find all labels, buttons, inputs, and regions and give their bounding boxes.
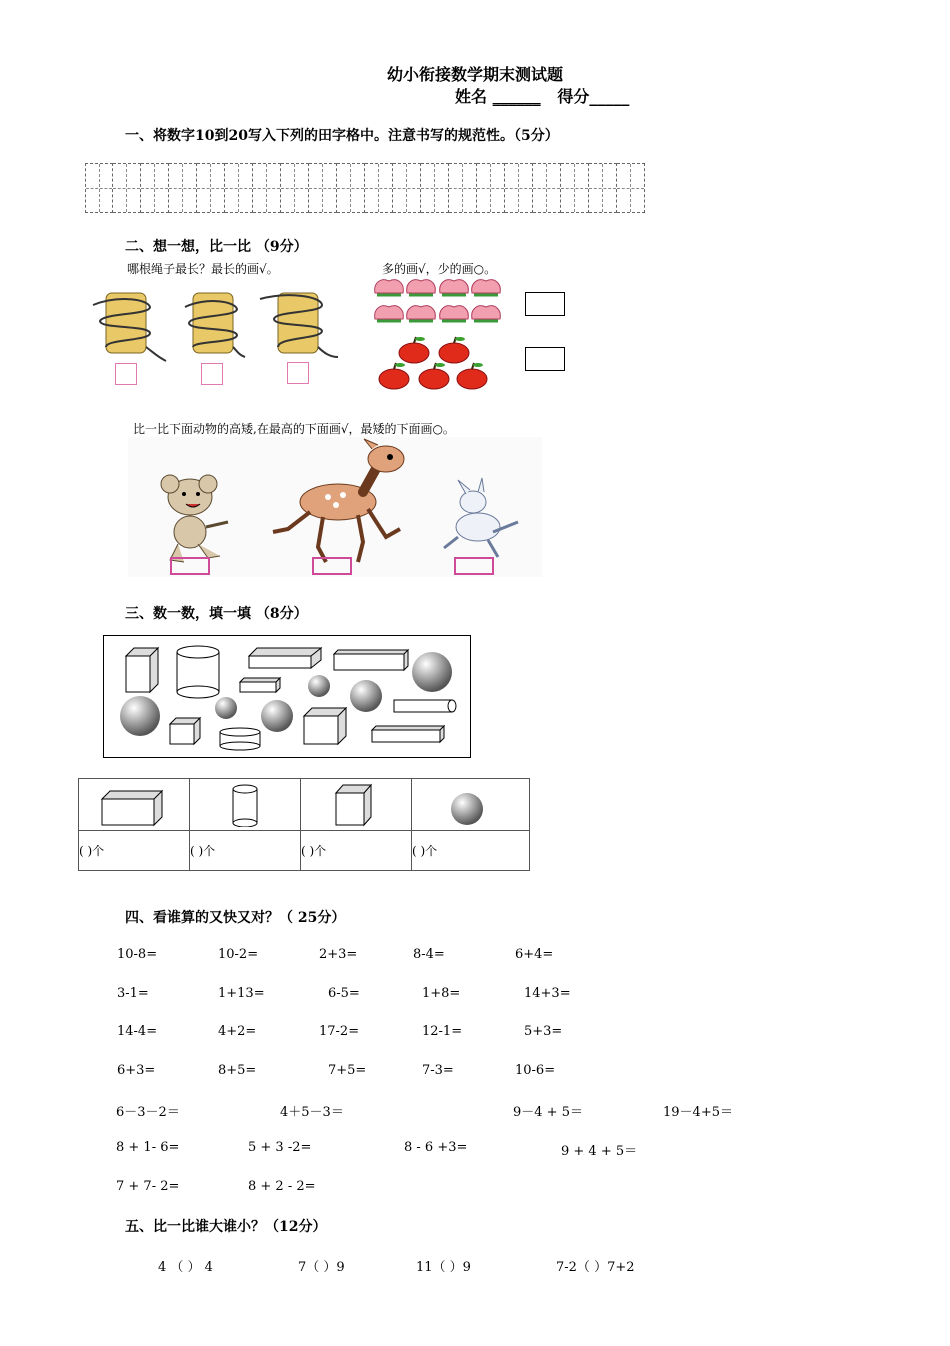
name-score-row: 姓名 ______ 得分_____ — [455, 87, 630, 106]
calc-item: 7-3= — [422, 1063, 454, 1078]
section1-title: 一、将数字10到20写入下列的田字格中。注意书写的规范性。（5分） — [125, 128, 559, 144]
tianzi-cell[interactable] — [225, 163, 253, 213]
tianzi-cell[interactable] — [197, 163, 225, 213]
tianzi-cell[interactable] — [309, 163, 337, 213]
calc-item: 17-2= — [319, 1024, 360, 1039]
page-title: 幼小衔接数学期末测试题 — [386, 65, 563, 84]
calc-item: 8 + 1- 6= — [116, 1140, 180, 1155]
animals-image — [128, 437, 542, 577]
peach-icon — [407, 280, 436, 295]
peach-icon — [472, 306, 501, 321]
calc-item: 4＋5－3＝ — [280, 1105, 344, 1120]
sphere-icon — [412, 779, 529, 827]
calc-item: 9－4 + 5＝ — [513, 1105, 583, 1120]
small-cuboid — [240, 678, 280, 692]
peach-icon — [440, 306, 469, 321]
peach-icon — [375, 280, 404, 295]
calc-item: 8+5= — [218, 1063, 257, 1078]
sphere-header-cell — [412, 779, 530, 831]
calc-item: 10-6= — [515, 1063, 556, 1078]
thin-cylinder — [394, 700, 456, 712]
cylinder-header-cell — [190, 779, 301, 831]
tianzi-cell[interactable] — [113, 163, 141, 213]
peach-icon — [472, 280, 501, 295]
compare-item: 11（ ）9 — [416, 1260, 471, 1275]
calc-item: 1+13= — [218, 986, 265, 1001]
cuboid-icon — [79, 779, 189, 827]
tianzi-cell[interactable] — [337, 163, 365, 213]
calc-item: 10-8= — [117, 947, 158, 962]
tianzi-cell[interactable] — [281, 163, 309, 213]
apple-icon — [399, 337, 429, 363]
spool-2 — [185, 293, 245, 357]
calc-item: 3-1= — [117, 986, 149, 1001]
calc-item: 10-2= — [218, 947, 259, 962]
tianzi-cell[interactable] — [85, 163, 113, 213]
animal-answer-box-mouse[interactable] — [170, 557, 210, 575]
cuboid-header-cell — [79, 779, 190, 831]
tianzi-cell[interactable] — [393, 163, 421, 213]
peach-answer-box[interactable] — [525, 292, 565, 316]
count-table — [78, 778, 530, 871]
calc-item: 6+3= — [117, 1063, 156, 1078]
calc-item: 7 + 7- 2= — [116, 1179, 180, 1194]
calc-item: 9 + 4 + 5＝ — [561, 1144, 638, 1159]
rope-prompt: 哪根绳子最长？最长的画√。 — [127, 262, 279, 276]
calc-item: 14+3= — [524, 986, 571, 1001]
tianzi-cell[interactable] — [141, 163, 169, 213]
tianzi-cell[interactable] — [253, 163, 281, 213]
sphere-2 — [308, 675, 330, 697]
cube-count-cell[interactable]: ( )个 — [301, 831, 412, 871]
calc-item: 12-1= — [422, 1024, 463, 1039]
tianzi-cell[interactable] — [477, 163, 505, 213]
sphere-3 — [350, 680, 382, 712]
medium-cube — [304, 708, 346, 744]
tianzi-cell[interactable] — [365, 163, 393, 213]
section4-title: 四、看谁算的又快又对？（ 25分） — [125, 910, 346, 926]
calc-item: 1+8= — [422, 986, 461, 1001]
apple-icon — [439, 337, 469, 363]
flat-cuboid-2 — [334, 650, 408, 670]
tianzi-cell[interactable] — [533, 163, 561, 213]
flat-cuboid-1 — [249, 648, 321, 668]
tall-cuboid — [126, 648, 158, 692]
section3-title: 三、数一数，填一填 （8分） — [125, 606, 308, 622]
calc-item: 6－3－2＝ — [116, 1105, 180, 1120]
more-less-prompt: 多的画√，少的画○。 — [382, 262, 497, 276]
calc-item: 19－4+5＝ — [663, 1105, 733, 1120]
cuboid-count-cell[interactable]: ( )个 — [79, 831, 190, 871]
animal-answer-box-rabbit[interactable] — [454, 557, 494, 575]
calc-item: 6+4= — [515, 947, 554, 962]
cylinder-icon — [190, 779, 300, 827]
rope-answer-box-1[interactable] — [115, 363, 137, 385]
rope-spools-image — [88, 285, 348, 370]
tianzi-cell[interactable] — [617, 163, 645, 213]
apple-icon — [379, 363, 409, 389]
flat-cylinder — [220, 728, 260, 750]
sphere-6 — [261, 700, 293, 732]
calc-item: 8-4= — [413, 947, 445, 962]
cube-header-cell — [301, 779, 412, 831]
calc-item: 2+3= — [319, 947, 358, 962]
tianzi-grid[interactable] — [85, 163, 651, 215]
tianzi-cell[interactable] — [505, 163, 533, 213]
tianzi-cell[interactable] — [169, 163, 197, 213]
section2-title: 二、想一想，比一比 （9分） — [125, 239, 308, 255]
long-cuboid — [372, 726, 444, 742]
rope-answer-box-3[interactable] — [287, 362, 309, 384]
shapes-image — [104, 636, 469, 756]
tianzi-cell[interactable] — [589, 163, 617, 213]
sphere-1 — [412, 652, 452, 692]
tianzi-cell[interactable] — [561, 163, 589, 213]
animal-prompt: 比一比下面动物的高矮,在最高的下面画√，最矮的下面画○。 — [133, 422, 455, 436]
compare-item: 4 （ ） 4 — [158, 1260, 213, 1275]
cube-icon — [301, 779, 411, 827]
peaches-apples-image — [370, 275, 510, 390]
section5-title: 五、比一比谁大谁小？（12分） — [125, 1219, 327, 1235]
apple-answer-box[interactable] — [525, 347, 565, 371]
sphere-count-cell[interactable]: ( )个 — [412, 831, 530, 871]
shapes-box — [103, 635, 471, 758]
calc-item: 6-5= — [328, 986, 360, 1001]
tianzi-cell[interactable] — [421, 163, 449, 213]
small-cube — [170, 718, 200, 744]
sphere-5 — [215, 697, 237, 719]
cylinder-large — [177, 646, 219, 698]
tianzi-cell[interactable] — [449, 163, 477, 213]
animal-answer-box-deer[interactable] — [312, 557, 352, 575]
apple-icon — [457, 363, 487, 389]
rope-answer-box-2[interactable] — [201, 363, 223, 385]
calc-item: 14-4= — [117, 1024, 158, 1039]
sphere-4 — [120, 696, 160, 736]
calc-item: 5+3= — [524, 1024, 563, 1039]
compare-item: 7（ ）9 — [298, 1260, 345, 1275]
calc-item: 4+2= — [218, 1024, 257, 1039]
spool-1 — [93, 293, 166, 361]
calc-item: 7+5= — [328, 1063, 367, 1078]
calc-item: 8 + 2 - 2= — [248, 1179, 316, 1194]
peach-icon — [440, 280, 469, 295]
peach-icon — [407, 306, 436, 321]
cylinder-count-cell[interactable]: ( )个 — [190, 831, 301, 871]
peach-icon — [375, 306, 404, 321]
calc-item: 8 - 6 +3= — [404, 1140, 468, 1155]
compare-item: 7-2（ ）7+2 — [556, 1260, 635, 1275]
calc-item: 5 + 3 -2= — [248, 1140, 312, 1155]
spool-3 — [260, 293, 338, 357]
apple-icon — [419, 363, 449, 389]
